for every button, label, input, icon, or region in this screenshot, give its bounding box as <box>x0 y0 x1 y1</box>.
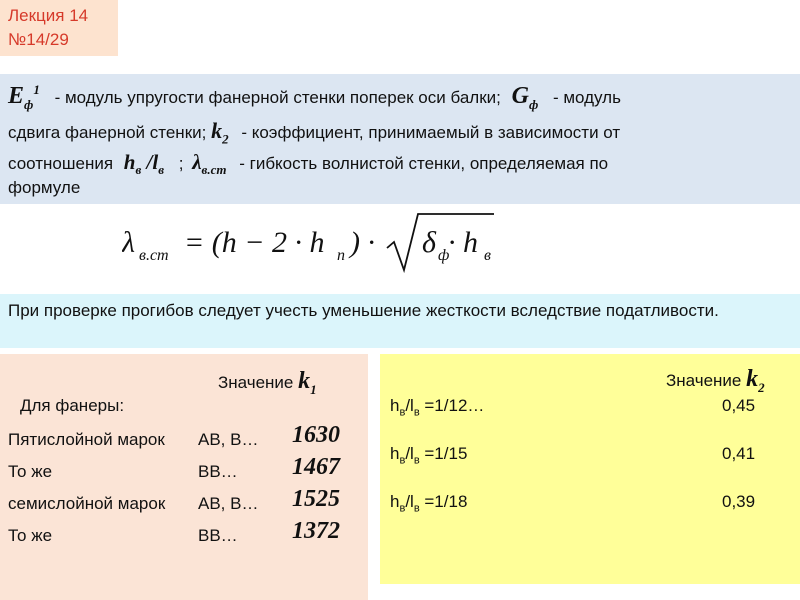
k1-row-label: Пятислойной марок <box>8 430 165 449</box>
slenderness-formula <box>122 210 502 280</box>
k2-table <box>380 354 800 584</box>
definition-line-3 <box>8 150 608 178</box>
lambda-description: - гибкость волнистой стенки, определяемая по <box>239 154 609 173</box>
k2-header: Значение $k_2$ <box>666 366 765 395</box>
k2-description: - коэффициент, принимаемый в зависимости от <box>241 123 621 142</box>
formula-hn-sub: п <box>337 247 345 264</box>
formula-lambda: λ <box>122 226 135 259</box>
k2-row-value: 0,45 <box>722 396 756 415</box>
note-text: При проверке прогибов следует учесть уменьшение жесткости вследствие податливости. <box>8 301 719 320</box>
ratio-intro: соотношения <box>8 154 114 173</box>
definitions-panel <box>0 74 800 204</box>
k2-symbol: $k_2$ <box>211 118 229 147</box>
e-symbol: $E_ф^1$ <box>8 82 40 112</box>
k2-row-value: 0,41 <box>722 444 756 463</box>
lambda-symbol: $\lambda_{в.ст}$ <box>192 150 227 178</box>
g-description: - модуль <box>552 88 621 107</box>
formula-lambda-sub: в.ст <box>139 247 169 264</box>
k1-row-grade: ВВ… <box>198 526 238 545</box>
semicolon: ; <box>178 154 184 173</box>
formula-hv-sub: в <box>484 247 491 264</box>
ratio-symbol: $h_в$ $/l_в$ <box>123 150 165 178</box>
formula-lhs: = (h − 2 · h <box>184 226 325 259</box>
g-symbol: $G_ф$ <box>511 83 539 112</box>
formula-delta-sub: ф <box>438 247 450 264</box>
formula-close: ) · <box>350 226 375 259</box>
formula-mul-h: · h <box>448 226 478 259</box>
k1-row-grade: АВ, В… <box>198 494 259 513</box>
k1-row-label: семислойной марок <box>8 494 166 513</box>
lecture-badge <box>0 0 118 56</box>
k1-row-value: 1630 <box>292 422 340 448</box>
k1-row-label: То же <box>8 526 53 545</box>
k1-table <box>0 354 368 600</box>
g-description-cont: сдвига фанерной стенки; <box>8 123 207 142</box>
k1-row-value: 1372 <box>292 518 340 544</box>
k1-row-grade: ВВ… <box>198 462 238 481</box>
k2-row-ratio: $h_в/l_в =1/15$ <box>390 444 468 467</box>
lecture-title: Лекция 14 <box>8 6 89 25</box>
k2-row-ratio: $h_в/l_в =1/18$ <box>390 492 468 515</box>
k1-header: Значение $k_1$ <box>218 368 317 397</box>
k1-row-grade: АВ, В… <box>198 430 259 449</box>
k1-row-label: То же <box>8 462 53 481</box>
k2-row-value: 0,39 <box>722 492 756 511</box>
k2-row-ratio: $h_в/l_в$ =1/12… <box>390 396 485 419</box>
k1-row-value: 1467 <box>292 454 340 480</box>
formula-delta: δ <box>422 226 436 259</box>
slide-number: №14/29 <box>8 30 69 49</box>
k1-subtitle: Для фанеры: <box>20 396 125 415</box>
deflection-note <box>0 294 800 348</box>
definition-line-1 <box>8 82 621 113</box>
definition-line-2 <box>8 118 620 147</box>
k1-row-value: 1525 <box>292 486 340 512</box>
definition-line-4: формуле <box>8 178 81 197</box>
e-description: - модуль упругости фанерной стенки поперек оси балки; <box>54 88 501 107</box>
